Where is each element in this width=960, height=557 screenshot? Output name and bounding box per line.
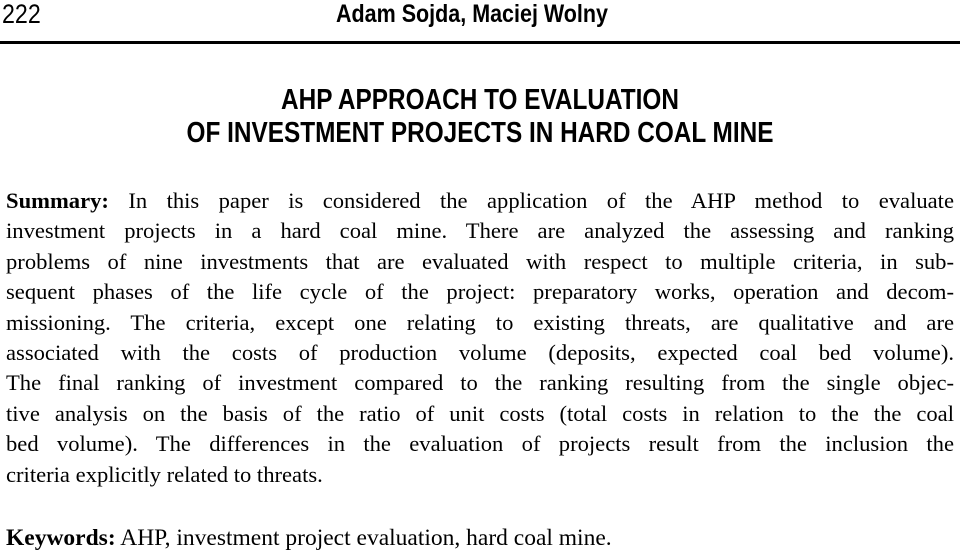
summary-line-1: [6, 186, 954, 216]
summary-abstract: [6, 186, 954, 490]
paper-title: [0, 84, 960, 150]
summary-line-9: bed volume). The differences in the evaluation of projects result from the inclusion the: [6, 431, 954, 457]
running-head: [0, 0, 960, 40]
keywords-text: AHP, investment project evaluation, hard coal mine.: [115, 525, 612, 551]
title-line-1: AHP APPROACH TO EVALUATION: [281, 84, 679, 116]
header-rule: [0, 41, 960, 44]
summary-line-7: The final ranking of investment compared to the ranking resulting from the single objec-: [6, 370, 954, 396]
summary-line-6: associated with the costs of production volume (deposits, expected coal bed volume).: [6, 340, 954, 366]
summary-line-3: problems of nine investments that are evaluated with respect to multiple criteria, in sub-: [6, 248, 954, 274]
summary-line-5: missioning. The criteria, except one relating to existing threats, are qualitative and are: [6, 309, 954, 335]
summary-label: Summary:: [6, 188, 109, 213]
summary-line-8: tive analysis on the basis of the ratio of unit costs (total costs in relation to the the coal: [6, 400, 954, 426]
title-line-2: OF INVESTMENT PROJECTS IN HARD COAL MINE: [186, 117, 774, 149]
keywords-label: Keywords:: [6, 525, 116, 551]
summary-line-10: criteria explicitly related to threats.: [6, 461, 323, 487]
running-head-authors: Adam Sojda, Maciej Wolny: [336, 0, 609, 28]
keywords: [6, 523, 612, 553]
summary-line-2: investment projects in a hard coal mine. There are analyzed the assessing and ranking: [6, 218, 954, 244]
summary-line-1-text: In this paper is considered the application of the AHP method to evaluate: [108, 188, 954, 213]
page-number: 222: [2, 0, 41, 29]
summary-line-4: sequent phases of the life cycle of the project: preparatory works, operation and decom-: [6, 279, 954, 305]
